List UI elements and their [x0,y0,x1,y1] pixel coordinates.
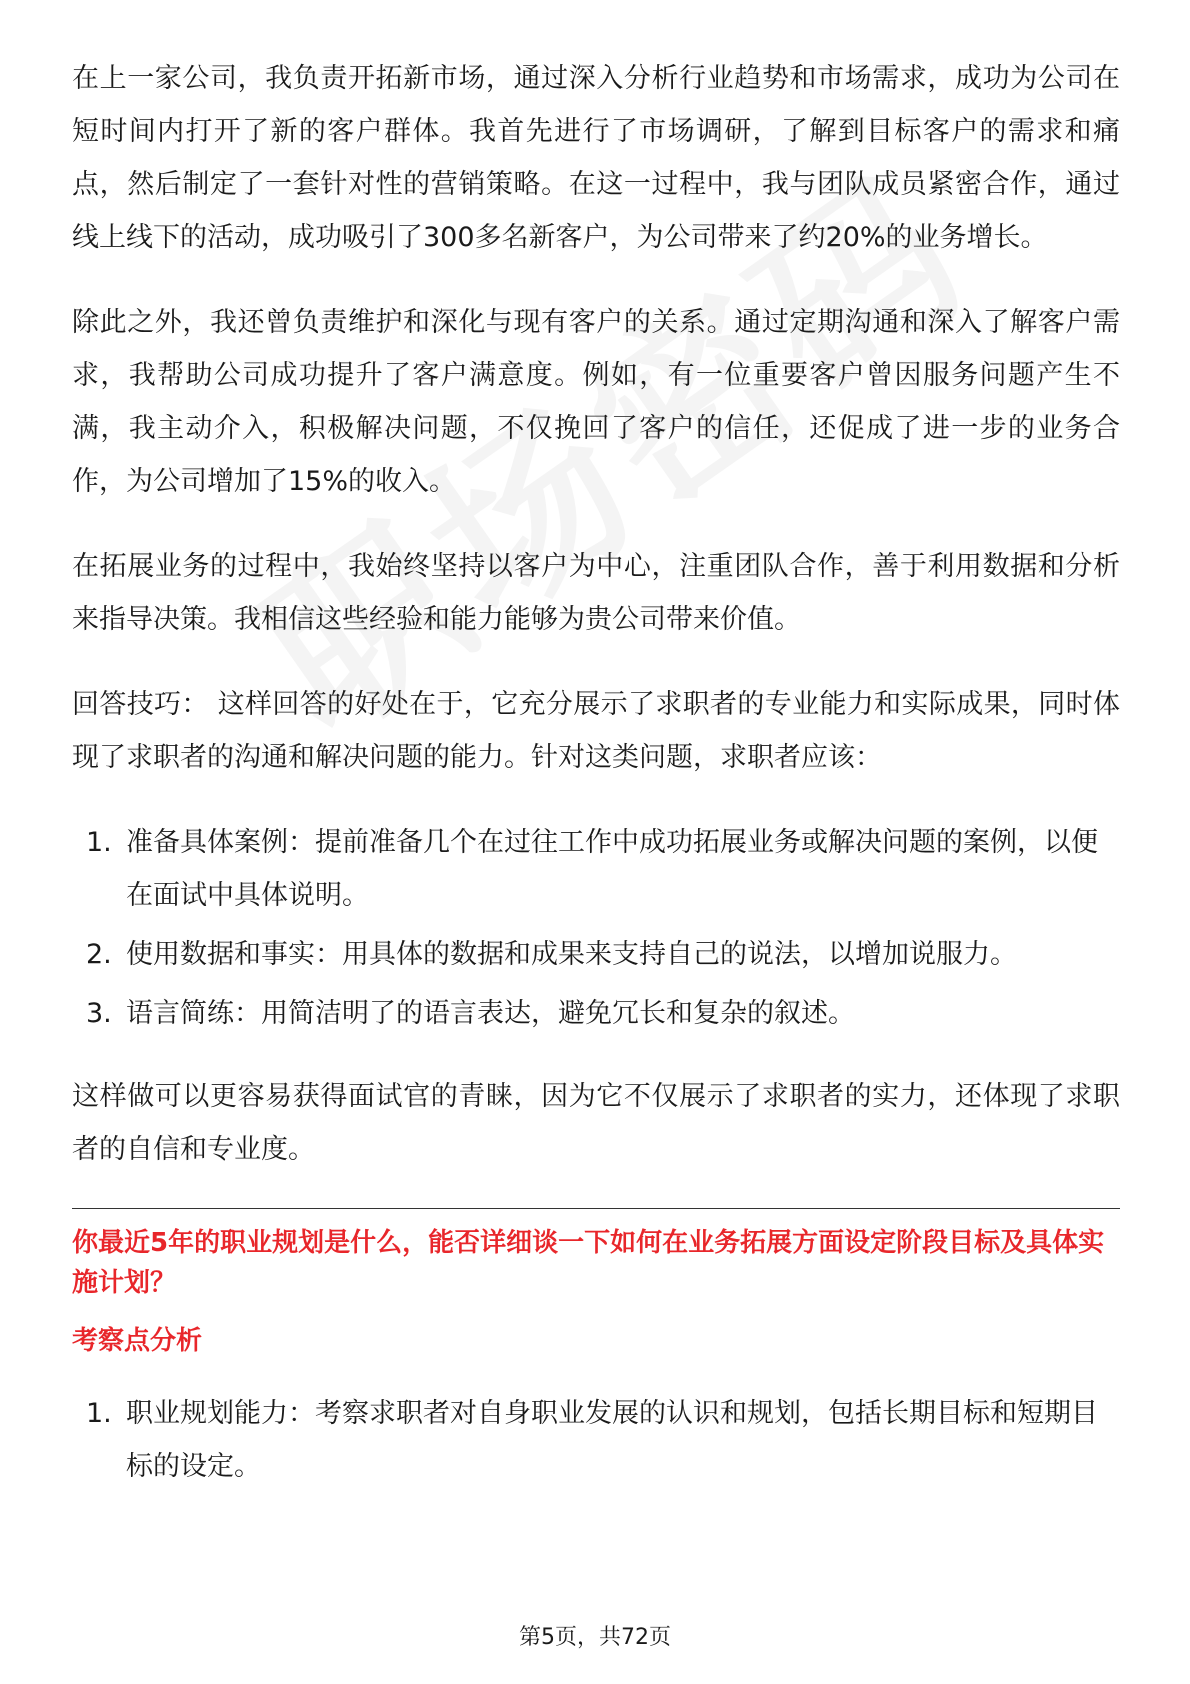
list-number: 2. [86,939,112,970]
list-number: 1. [86,827,112,858]
paragraph-3: 在拓展业务的过程中，我始终坚持以客户为中心，注重团队合作，善于利用数据和分析来指导决策。我相信这些经验和能力能够为贵公司带来价值。 [72,551,1120,635]
tips-list [72,816,1120,1040]
list-number: 3. [86,998,112,1029]
list-item [72,816,1120,922]
list-text: 语言简练：用简洁明了的语言表达，避免冗长和复杂的叙述。 [126,998,855,1029]
answer-tips-intro: 回答技巧： 这样回答的好处在于，它充分展示了求职者的专业能力和实际成果，同时体现了求职者的沟通和解决问题的能力。针对这类问题，求职者应该： [72,689,1120,773]
list-number: 1. [86,1398,112,1429]
list-text: 职业规划能力：考察求职者对自身职业发展的认识和规划，包括长期目标和短期目标的设定。 [126,1398,1098,1482]
section-title: 考察点分析 [72,1326,203,1356]
document-body [72,52,1120,1523]
list-item [72,987,1120,1040]
paragraph-2: 除此之外，我还曾负责维护和深化与现有客户的关系。通过定期沟通和深入了解客户需求，我帮助公司成功提升了客户满意度。例如，有一位重要客户曾因服务问题产生不满，我主动介入，积极解决问题，不仅挽回了客户的信任，还促成了进一步的业务合作，为公司增加了15%的收入。 [72,307,1120,497]
question-heading: 你最近5年的职业规划是什么，能否详细谈一下如何在业务拓展方面设定阶段目标及具体实施计划？ [72,1228,1105,1298]
page-footer: 第5页，共72页 [519,1625,671,1650]
list-text: 准备具体案例：提前准备几个在过往工作中成功拓展业务或解决问题的案例，以便在面试中具体说明。 [126,827,1098,911]
analysis-list [72,1387,1120,1493]
list-text: 使用数据和事实：用具体的数据和成果来支持自己的说法，以增加说服力。 [126,939,1017,970]
list-item [72,928,1120,981]
list-item [72,1387,1120,1493]
section-divider [72,1208,1120,1209]
closing-paragraph: 这样做可以更容易获得面试官的青睐，因为它不仅展示了求职者的实力，还体现了求职者的自信和专业度。 [72,1081,1120,1165]
paragraph-1: 在上一家公司，我负责开拓新市场，通过深入分析行业趋势和市场需求，成功为公司在短时间内打开了新的客户群体。我首先进行了市场调研，了解到目标客户的需求和痛点，然后制定了一套针对性的营销策略。在这一过程中，我与团队成员紧密合作，通过线上线下的活动，成功吸引了300多名新客户，为公司带来了约20%的业务增长。 [72,63,1120,253]
